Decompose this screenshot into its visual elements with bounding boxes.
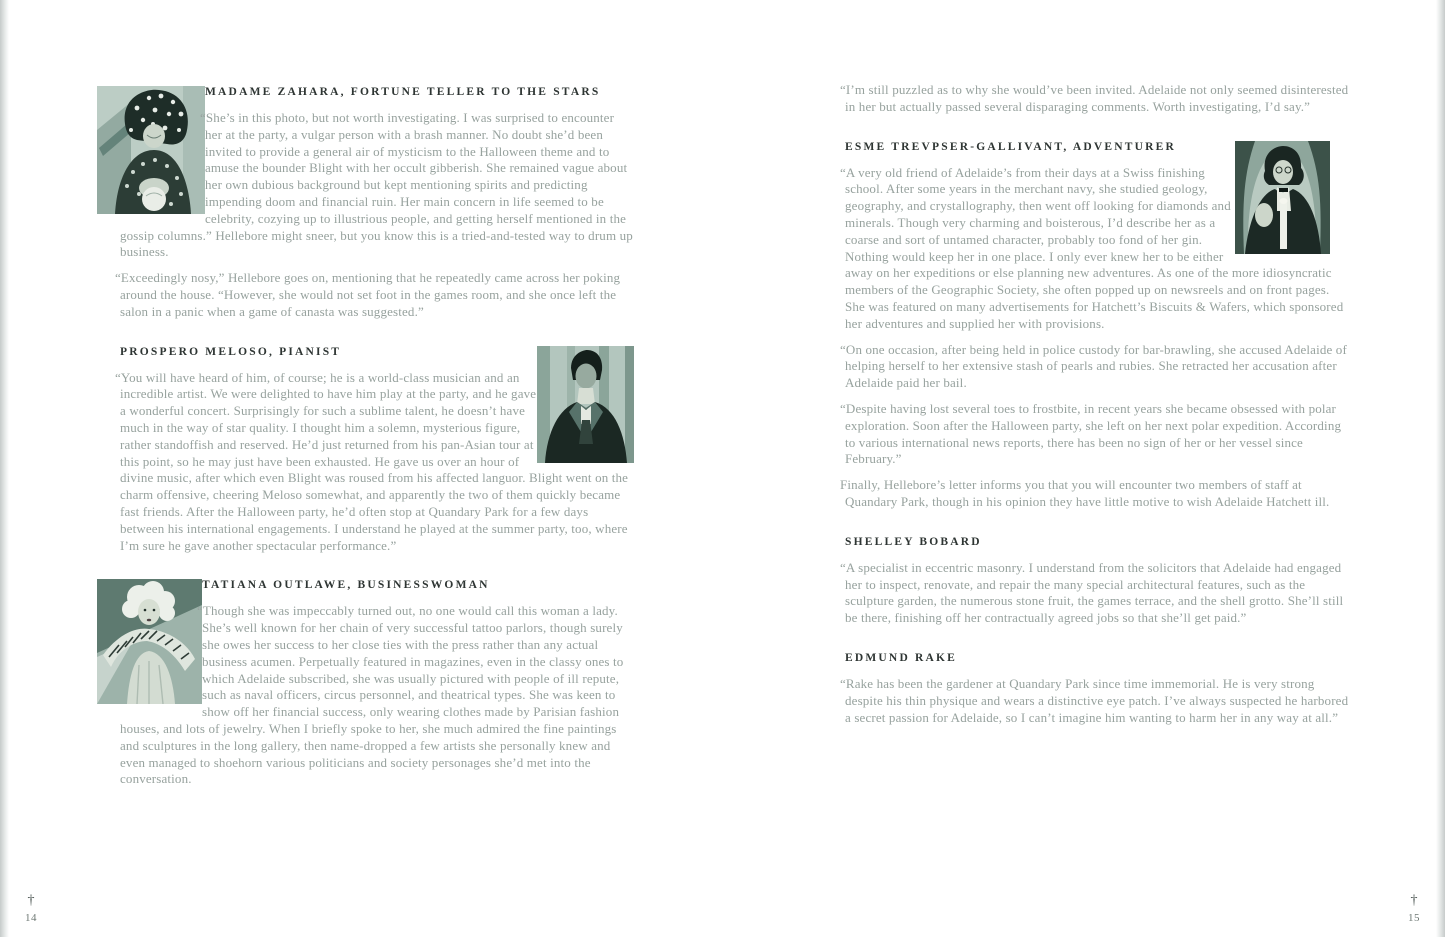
character-section-tatiana-outlawe <box>97 579 634 788</box>
madame-zahara-portrait <box>97 86 205 214</box>
tatiana-outlawe-illustration <box>97 579 202 704</box>
page-14 <box>97 80 634 797</box>
section-heading-tatiana-outlawe: TATIANA OUTLAWE, BUSINESSWOMAN <box>202 579 490 592</box>
esme-trevpser-gallivant-portrait <box>1235 141 1330 254</box>
prospero-meloso-portrait <box>537 346 634 463</box>
esme-trevpser-gallivant-illustration <box>1235 141 1330 254</box>
page-number-15: 15 <box>1408 912 1420 924</box>
paragraph: “On one occasion, after being held in police custody for bar-brawling, she accused Adelaide of helping herself to her extensive stash of pearls and rubies. She retracted her accusation after Adelaide paid her bail. <box>840 341 1347 391</box>
paragraph: Finally, Hellebore’s letter informs you that you will encounter two members of staff at Quandary Park, though in his opinion they have little motive to wish Adelaide Hatchett ill. <box>840 477 1330 509</box>
prospero-meloso-illustration <box>537 346 634 463</box>
right-page-footer <box>1401 894 1427 924</box>
section-heading-esme-trevpser-gallivant: ESME TREVPSER-GALLIVANT, ADVENTURER <box>845 140 1177 153</box>
section-heading-edmund-rake: EDMUND RAKE <box>845 651 958 664</box>
section-heading-madame-zahara: MADAME ZAHARA, FORTUNE TELLER TO THE STARS <box>205 86 601 98</box>
character-section-esme-trevpser-gallivant <box>840 140 1352 511</box>
dagger-ornament: † <box>27 893 35 908</box>
paragraph: “A specialist in eccentric masonry. I understand from the solicitors that Adelaide had engaged her to inspect, renovate, and repair the many special architectural features, such as the sculpture garden, the numerous stone fruit, the games terrace, and the shell grotto. She’ll still be there, finishing off her contractually agreed jobs so that she’ll get paid.” <box>840 559 1344 626</box>
character-section-madame-zahara <box>97 86 634 321</box>
paragraph: “Rake has been the gardener at Quandary Park since time immemorial. He is very strong despite his thin physique and wears a distinctive eye patch. I’ve always suspected he harbored a secret passion for Adelaide, so I can’t imagine him wanting to harm her in any way at all.” <box>840 675 1349 725</box>
page-15 <box>840 80 1352 735</box>
continuation-paragraph: “I’m still puzzled as to why she would’ve been invited. Adelaide not only seemed disinterested in her but actually passed several disparaging comments. Worth investigating, I’d say.” <box>840 82 1349 114</box>
section-heading-prospero-meloso: PROSPERO MELOSO, PIANIST <box>120 345 342 358</box>
dagger-ornament: † <box>1410 893 1418 908</box>
paragraph: “Despite having lost several toes to frostbite, in recent years she became obsessed with polar exploration. Soon after the Halloween party, she left on her next polar expedition. According to various international news reports, there has been no sign of her or her vessel since February.” <box>840 400 1342 467</box>
section-heading-shelley-bobard: SHELLEY BOBARD <box>845 535 982 548</box>
page-edge-left <box>0 0 9 937</box>
paragraph: “Though she was impeccably turned out, no one would call this woman a lady. She’s well known for her chain of very successful tattoo parlors, though surely she owes her success to her close ties with the press rather than any actual business acumen. Perpetually featured in magazines, even in the classy ones to which Adelaide subscribed, she was usually pictured with people of ill repute, such as naval officers, circus personnel, and theatrical types. She was keen to show off her financial success, only wearing clothes made by Parisian fashion houses, and lots of jewelry. When I briefly spoke to her, she much admired the fine paintings and sculptures in the long gallery, then name-dropped a few artists she personally knew and even managed to shoehorn various politicians and society personages she’d met into the conversation. <box>120 603 624 787</box>
page-edge-right <box>1436 0 1445 937</box>
paragraph: “A very old friend of Adelaide’s from their days at a Swiss finishing school. After some years in the merchant navy, she studied geology, geography, and crystallography, then went off looking for diamonds and minerals. Though very charming and boisterous, I’d describe her as a coarse and sort of untamed character, probably too fond of her gin. Nothing would keep her in one place. I only ever knew her to be either away on her expeditions or else planning new adventures. As one of the more idiosyncratic members of the Geographic Society, she often popped up on newsreels and on front pages. She was featured on many advertisements for Hatchett’s Biscuits & Wafers, which sponsored her adventures and supplied her with provisions. <box>840 164 1344 331</box>
tatiana-outlawe-portrait <box>97 579 202 704</box>
left-page-footer <box>18 894 44 924</box>
character-section-shelley-bobard <box>840 535 1352 627</box>
character-section-prospero-meloso <box>97 346 634 555</box>
paragraph: “She’s in this photo, but not worth investigating. I was surprised to encounter her at the party, a vulgar person with a brash manner. No doubt she’d been invited to provide a general air of mysticism to the Halloween theme and to amuse the bounder Blight with her occult gibberish. She remained vague about her own dubious background but kept mentioning spirits and predicting impending doom and financial ruin. Her main concern in life seemed to be celebrity, cozying up to illustrious people, and getting herself mentioned in the gossip columns.” Hellebore might sneer, but you know this is a tried-and-tested way to drum up business. <box>120 110 633 260</box>
madame-zahara-illustration <box>97 86 205 214</box>
paragraph: “Exceedingly nosy,” Hellebore goes on, mentioning that he repeatedly came across her poking around the house. “However, she would not set foot in the games room, and she once left the salon in a panic when a game of canasta was suggested.” <box>115 270 621 319</box>
page-number-14: 14 <box>25 912 37 924</box>
paragraph: “You will have heard of him, of course; he is a world-class musician and an incredible artist. We were delighted to have him play at the party, and he gave a wonderful concert. Surprisingly for such a sublime talent, he doesn’t have much in the way of star quality. I thought him a solemn, mysterious figure, rather standoffish and reserved. He’d just returned from his pan-Asian tour at this point, so he may just have been exhausted. He gave us over an hour of divine music, after which even Blight was roused from his affected languor. Blight went on the charm offensive, cheering Meloso somewhat, and apparently the two of them quickly became fast friends. After the Halloween party, he’d often stop at Quandary Park for a few days between his international engagements. I understand he played at the summer party, too, where I’m sure he gave another spectacular performance.” <box>115 369 629 553</box>
character-section-edmund-rake <box>840 651 1352 726</box>
